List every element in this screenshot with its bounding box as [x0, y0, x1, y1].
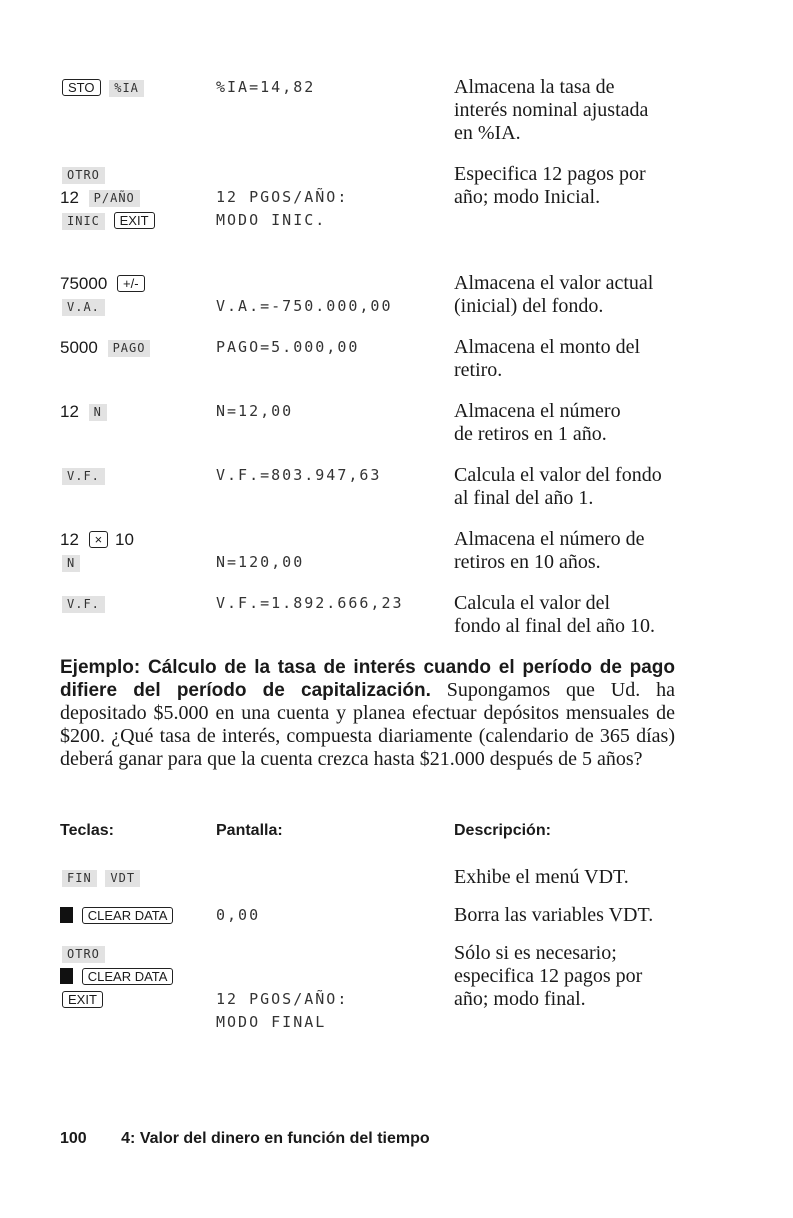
typed-number: 12 — [60, 188, 79, 207]
menu-key: V.F. — [62, 468, 105, 485]
menu-key: FIN — [62, 870, 97, 887]
typed-number: 12 — [60, 530, 79, 549]
example-line: que Ud. ha depositado $5.000 en una cuenta y planea efectuar — [60, 679, 676, 724]
description-line: Exhibe el menú VDT. — [454, 866, 629, 888]
display-cell — [216, 551, 304, 574]
keystroke-cell — [60, 163, 157, 232]
display-line: V.A.=-750.000,00 — [216, 297, 393, 315]
description-line: Borra las variables VDT. — [454, 904, 654, 926]
display-cell — [216, 295, 393, 318]
column-header-keys: Teclas: — [60, 822, 114, 839]
menu-key: %IA — [109, 80, 144, 97]
menu-key: OTRO — [62, 946, 105, 963]
display-cell — [216, 464, 381, 487]
description-line: Especifica 12 pagos por — [454, 163, 646, 185]
menu-key: P/AÑO — [89, 190, 140, 207]
page-footer — [60, 1130, 430, 1148]
description-cell — [454, 866, 754, 889]
display-line: %IA=14,82 — [216, 78, 316, 96]
display-line: MODO INIC. — [216, 211, 327, 229]
chapter-title: 4: Valor del dinero en función del tiempo — [121, 1130, 430, 1147]
column-header-description: Descripción: — [454, 822, 551, 839]
calculator-key: CLEAR DATA — [82, 968, 174, 985]
keystroke-cell — [60, 866, 142, 889]
description-line: en %IA. — [454, 122, 521, 144]
display-line: N=12,00 — [216, 402, 294, 420]
description-cell — [454, 336, 754, 382]
description-line: retiros en 10 años. — [454, 551, 601, 573]
display-cell — [216, 76, 315, 99]
keystroke-cell — [60, 400, 109, 423]
example-first-line-tail: Supongamos — [446, 679, 551, 701]
typed-number: 12 — [60, 402, 79, 421]
display-cell — [216, 904, 260, 927]
description-line: (inicial) del fondo. — [454, 295, 604, 317]
shift-key-icon — [60, 907, 73, 923]
calculator-key: STO — [62, 79, 101, 96]
description-cell — [454, 163, 754, 209]
description-line: fondo al final del año 10. — [454, 615, 656, 637]
typed-number: 5000 — [60, 338, 98, 357]
example-heading: Ejemplo: Cálculo de la tasa de interés cuando el período de pago difiere del período de capitalización. — [60, 657, 675, 701]
description-line: Almacena el monto del — [454, 336, 641, 358]
display-line: N=120,00 — [216, 553, 305, 571]
menu-key: V.F. — [62, 596, 105, 613]
description-line: año; modo final. — [454, 988, 586, 1010]
calculator-key: × — [89, 531, 109, 548]
description-line: especifica 12 pagos por — [454, 965, 643, 987]
display-line: 12 PGOS/AÑO: — [216, 188, 349, 206]
display-cell — [216, 336, 359, 359]
display-line: PAGO=5.000,00 — [216, 338, 360, 356]
menu-key: PAGO — [108, 340, 151, 357]
menu-key: N — [89, 404, 107, 421]
display-cell — [216, 400, 293, 423]
description-line: retiro. — [454, 359, 503, 381]
column-header-display: Pantalla: — [216, 822, 283, 839]
keystroke-cell — [60, 336, 152, 359]
example-line: depósitos mensuales de $200. ¿Qué tasa de interés, compuesta — [60, 702, 675, 747]
keystroke-cell — [60, 272, 147, 318]
description-line: de retiros en 1 año. — [454, 423, 607, 445]
description-line: Almacena el valor actual — [454, 272, 654, 294]
display-cell — [216, 988, 348, 1034]
description-cell — [454, 272, 754, 318]
description-cell — [454, 592, 754, 638]
description-line: Sólo si es necesario; — [454, 942, 617, 964]
menu-key: N — [62, 555, 80, 572]
keystroke-cell — [60, 592, 107, 615]
keystroke-cell — [60, 76, 146, 99]
description-cell — [454, 400, 754, 446]
description-line: interés nominal ajustada — [454, 99, 649, 121]
calculator-key: +/- — [117, 275, 145, 292]
display-line: V.F.=1.892.666,23 — [216, 594, 404, 612]
description-line: año; modo Inicial. — [454, 186, 601, 208]
menu-key: OTRO — [62, 167, 105, 184]
description-line: Almacena el número — [454, 400, 621, 422]
description-cell — [454, 528, 754, 574]
keystroke-cell — [60, 942, 175, 1011]
calculator-key: EXIT — [114, 212, 155, 229]
description-line: Calcula el valor del fondo — [454, 464, 662, 486]
example-line: crezca hasta $21.000 después de 5 años? — [312, 748, 643, 770]
description-cell — [454, 942, 754, 1011]
display-line: 12 PGOS/AÑO: — [216, 990, 349, 1008]
display-line: V.F.=803.947,63 — [216, 466, 382, 484]
page-number: 100 — [60, 1130, 87, 1147]
example-line: diariamente (calendario de 365 días) deberá ganar para que la cuenta — [60, 725, 675, 770]
example-paragraph — [60, 656, 675, 771]
description-line: Almacena la tasa de — [454, 76, 615, 98]
display-cell — [216, 186, 348, 232]
display-line: MODO FINAL — [216, 1013, 327, 1031]
description-cell — [454, 904, 754, 927]
menu-key: V.A. — [62, 299, 105, 316]
keystroke-cell — [60, 904, 175, 927]
description-line: al final del año 1. — [454, 487, 594, 509]
typed-number: 75000 — [60, 274, 108, 293]
keystroke-cell — [60, 464, 107, 487]
description-cell — [454, 76, 754, 145]
description-cell — [454, 464, 754, 510]
display-line: 0,00 — [216, 906, 261, 924]
description-line: Calcula el valor del — [454, 592, 611, 614]
description-line: Almacena el número de — [454, 528, 645, 550]
menu-key: VDT — [105, 870, 140, 887]
typed-number: 10 — [114, 530, 134, 549]
calculator-key: EXIT — [62, 991, 103, 1008]
calculator-key: CLEAR DATA — [82, 907, 174, 924]
menu-key: INIC — [62, 213, 105, 230]
display-cell — [216, 592, 404, 615]
keystroke-cell — [60, 528, 137, 574]
shift-key-icon — [60, 968, 73, 984]
